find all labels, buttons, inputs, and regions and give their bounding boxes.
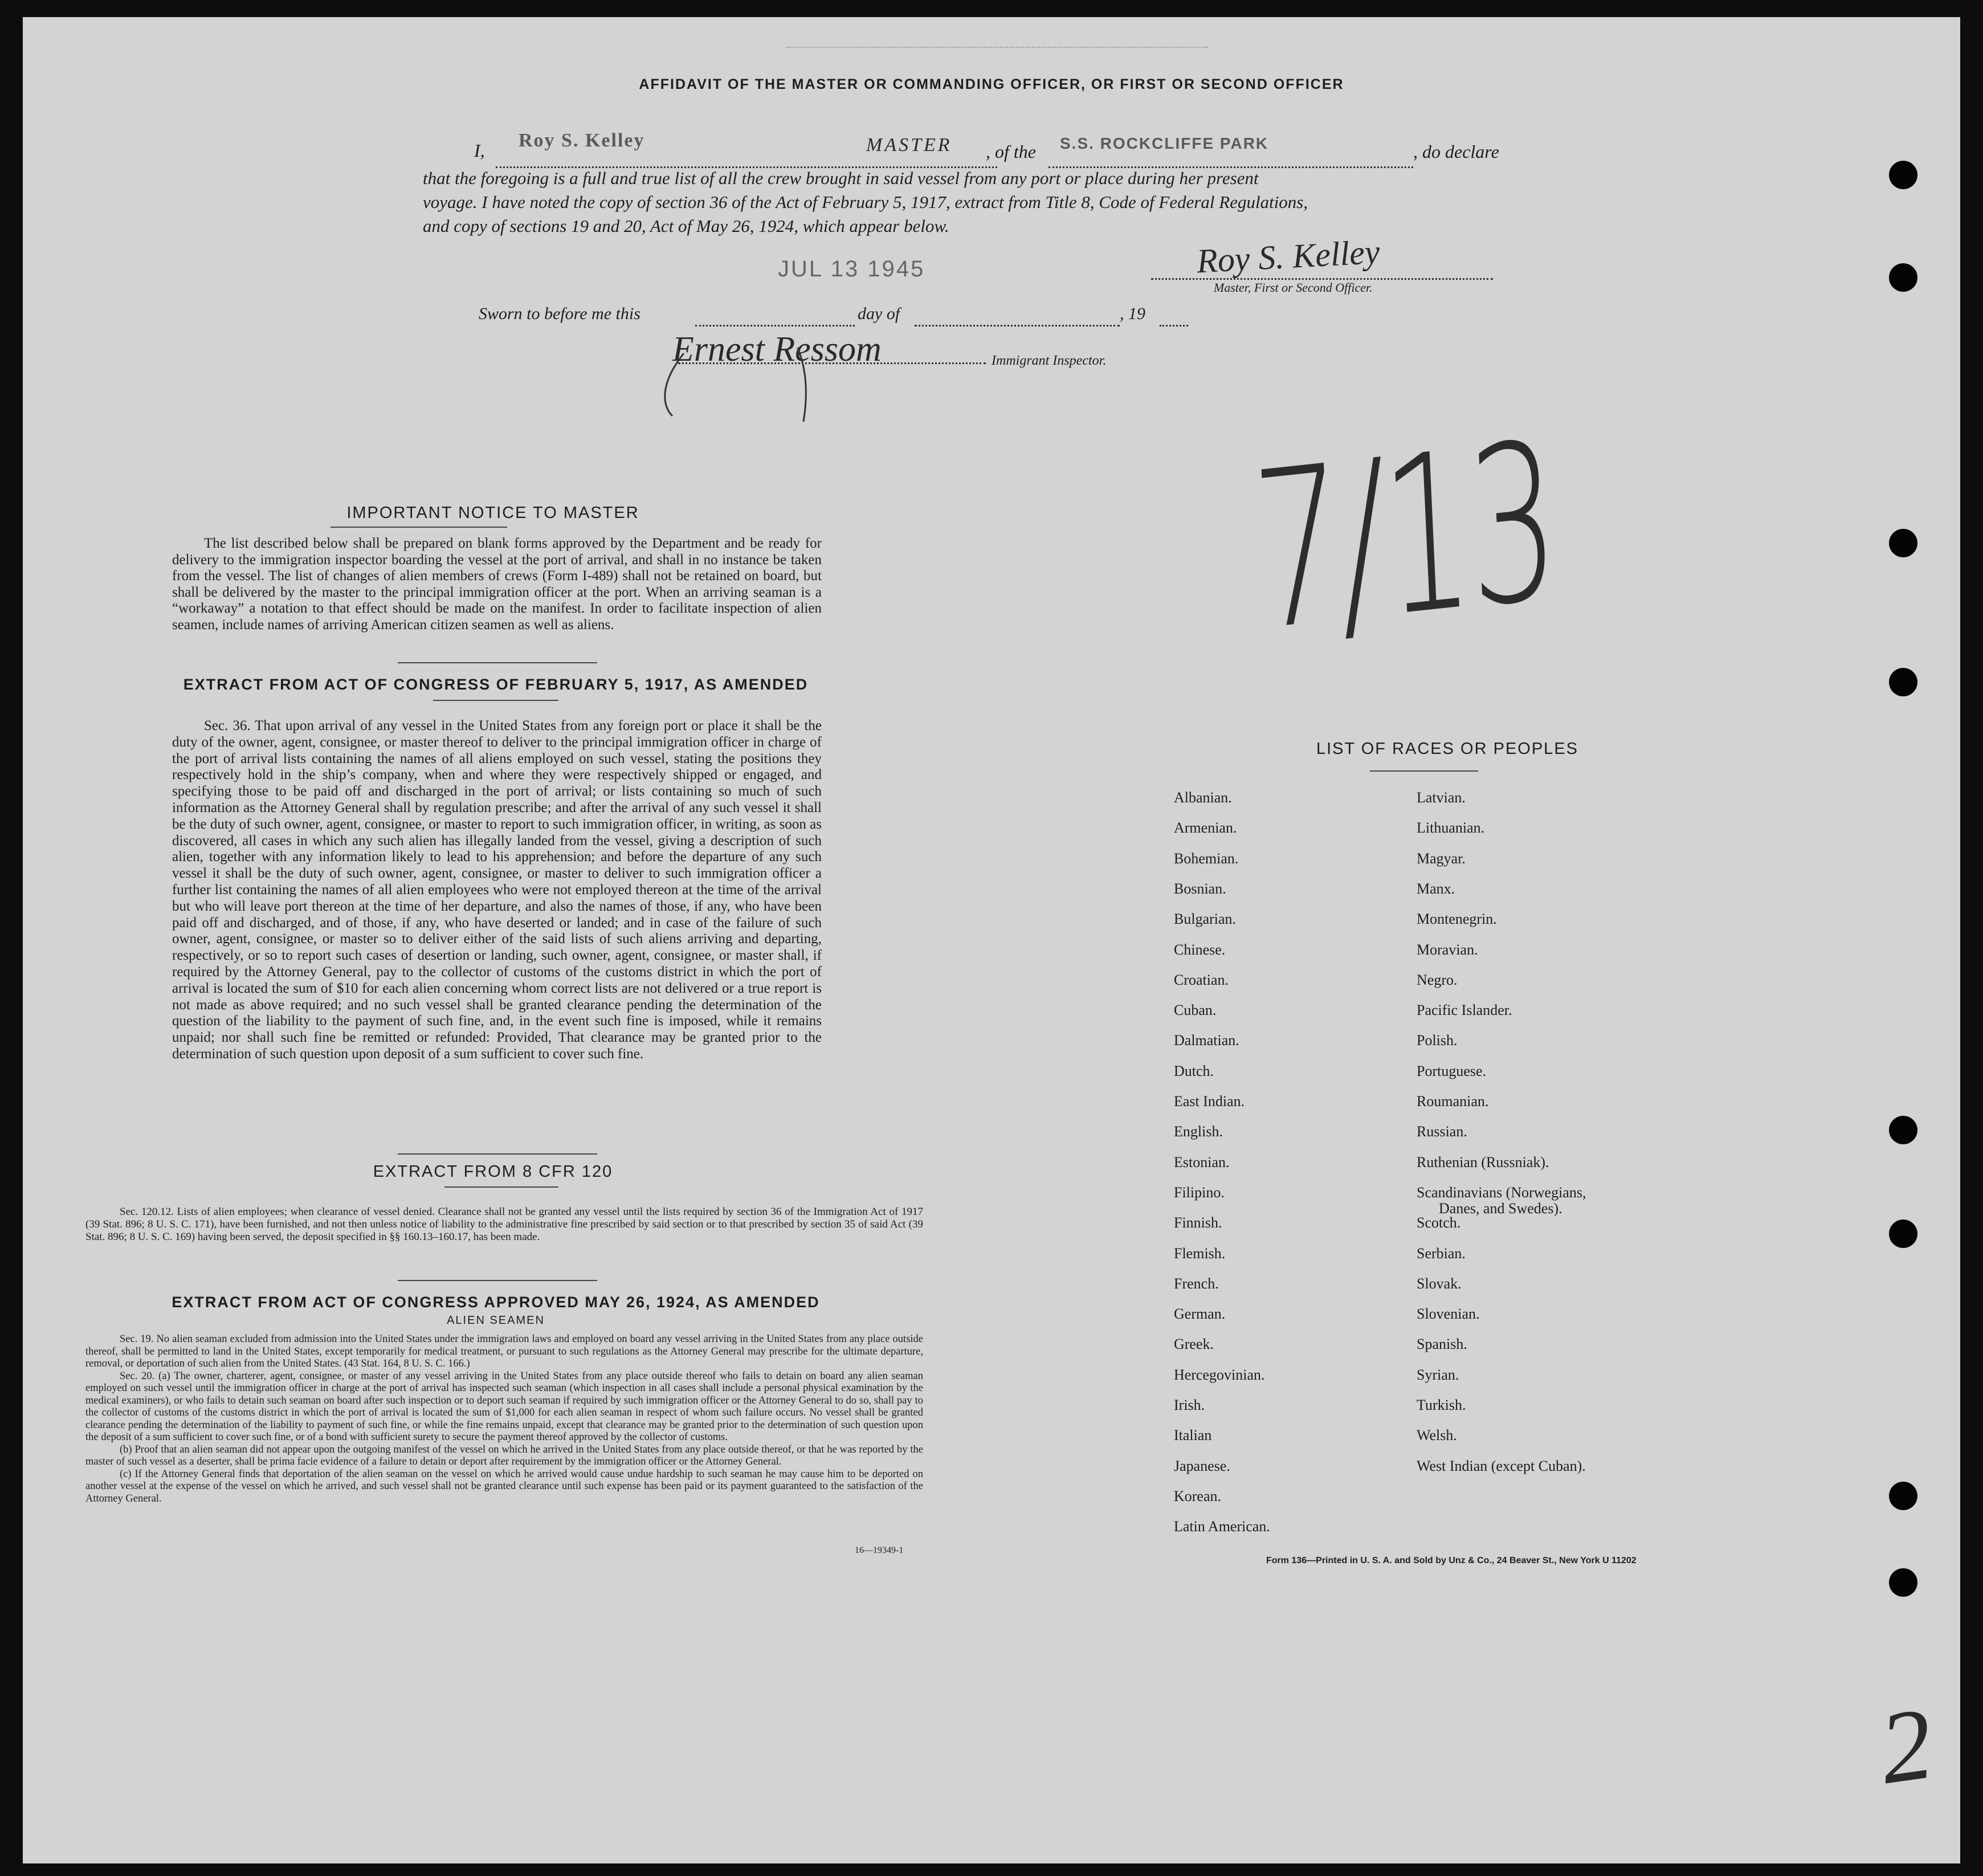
important-notice-title: IMPORTANT NOTICE TO MASTER xyxy=(346,504,639,522)
race-item: East Indian. xyxy=(1174,1093,1245,1110)
race-item: Serbian. xyxy=(1417,1245,1466,1262)
handwritten-number: 7/13 xyxy=(1248,395,1560,679)
form-code: 16—19349-1 xyxy=(855,1545,904,1555)
punch-hole xyxy=(1889,668,1917,696)
race-item: Montenegrin. xyxy=(1417,911,1497,928)
race-item: Chinese. xyxy=(1174,941,1226,958)
race-item: Scotch. xyxy=(1417,1214,1461,1231)
race-item: Welsh. xyxy=(1417,1427,1457,1444)
extract-1924-subtitle: ALIEN SEAMEN xyxy=(447,1314,545,1327)
race-item: Slovak. xyxy=(1417,1275,1462,1292)
sec-19-text: Sec. 19. No alien seaman excluded from admission into the United States under the immigration laws and employed on board any vessel arriving in the United States from any place outside thereof, shall be permitted to land in the United States, except temporarily for medical treatment, or pursuant to such regulations as the Attorney General may prescribe for the ultimate departure, removal, or deportation of such alien from the United States. (43 Stat. 164, 8 U. S. C. 166.) xyxy=(85,1333,923,1369)
sworn-year-line xyxy=(1160,325,1188,327)
race-item: Greek. xyxy=(1174,1336,1214,1353)
race-item: Hercegovinian. xyxy=(1174,1366,1265,1383)
race-item: English. xyxy=(1174,1123,1223,1140)
extract-1924-title: EXTRACT FROM ACT OF CONGRESS APPROVED MAY 26, 1924, AS AMENDED xyxy=(172,1294,820,1311)
race-item: Estonian. xyxy=(1174,1153,1230,1171)
race-item: Negro. xyxy=(1417,971,1458,988)
race-item: Albanian. xyxy=(1174,789,1232,806)
race-item: Turkish. xyxy=(1417,1397,1466,1413)
sworn-label: Sworn to before me this xyxy=(479,304,640,323)
race-item: West Indian (except Cuban). xyxy=(1417,1457,1586,1474)
corner-handwritten-mark: 2 xyxy=(1872,1686,1940,1806)
notice-separator xyxy=(398,662,597,663)
race-item: Dutch. xyxy=(1174,1062,1214,1079)
master-name-stamp: Roy S. Kelley xyxy=(519,130,645,151)
officer-caption: Master, First or Second Officer. xyxy=(1214,280,1373,295)
i-label: I, xyxy=(474,140,485,161)
race-item: Polish. xyxy=(1417,1032,1458,1049)
race-item: Slovenian. xyxy=(1417,1306,1480,1323)
race-item: Japanese. xyxy=(1174,1457,1230,1474)
master-signature: Roy S. Kelley xyxy=(1195,233,1381,280)
faint-header-marks xyxy=(786,42,1208,48)
punch-hole xyxy=(1889,1482,1917,1510)
year-label: , 19 xyxy=(1120,304,1145,323)
race-item: Finnish. xyxy=(1174,1214,1222,1231)
extract-1917-separator xyxy=(398,1153,597,1155)
form-footer: Form 136—Printed in U. S. A. and Sold by Unz & Co., 24 Beaver St., New York U 11202 xyxy=(1266,1556,1637,1565)
sec-20b-text: (b) Proof that an alien seaman did not appear upon the outgoing manifest of the vessel on which he arrived in the United States from any place outside thereof, or that he was reported by the master of such vessel as a deserter, shall be prima facie evidence of a failure to detain or deport after requirement by the immigration officer or the Attorney General. xyxy=(85,1443,923,1467)
race-item: Danes, and Swedes). xyxy=(1439,1200,1562,1217)
affidavit-title: AFFIDAVIT OF THE MASTER OR COMMANDING OFFICER, OR FIRST OR SECOND OFFICER xyxy=(639,76,1344,92)
extract-cfr-body: Sec. 120.12. Lists of alien employees; when clearance of vessel denied. Clearance shall not be granted any vessel until the lists required by section 36 of the Immigration Act of 1917 (39 Stat. 896; 8 U. S. C. 171), have been furnished, and not then unless notice of liability to the administrative fine prescribed by said section or to that prescribed by section 35 of said Act (39 Stat. 896; 8 U. S. C. 169) having been served, the deposit specified in §§ 160.13–160.17, has been made. xyxy=(85,1206,923,1243)
race-item: German. xyxy=(1174,1306,1226,1323)
punch-hole xyxy=(1889,529,1917,557)
race-item: Magyar. xyxy=(1417,850,1466,867)
race-item: Italian xyxy=(1174,1427,1212,1444)
punch-hole xyxy=(1889,263,1917,292)
affidavit-line-3: voyage. I have noted the copy of section 36 of the Act of February 5, 1917, extract from Title 8, Code of Federal Regulations, xyxy=(423,192,1308,212)
race-item: Flemish. xyxy=(1174,1245,1226,1262)
race-item: Latvian. xyxy=(1417,789,1466,806)
race-item: Roumanian. xyxy=(1417,1093,1489,1110)
document-page xyxy=(23,17,1960,1863)
race-item: Scandinavians (Norwegians, xyxy=(1417,1184,1586,1201)
race-item: Lithuanian. xyxy=(1417,819,1485,837)
race-item: Irish. xyxy=(1174,1397,1205,1413)
race-item: Cuban. xyxy=(1174,1002,1217,1019)
race-item: Latin American. xyxy=(1174,1518,1270,1535)
important-notice-body: The list described below shall be prepared on blank forms approved by the Department and be ready for delivery to the immigration inspector boarding the vessel at the port of arrival, and shall in no instance be taken from the vessel. The list of changes of alien members of crews (Form I-489) shall not be retained on board, but shall be delivered by the master to the principal immigration officer at the port. When an arriving seaman is a “workaway” a notation to that effect should be made on the manifest. In order to facilitate inspection of alien seamen, include names of arriving American citizen seamen as well as aliens. xyxy=(172,536,822,633)
punch-hole xyxy=(1889,1220,1917,1248)
extract-cfr-rule xyxy=(444,1186,558,1188)
race-item: French. xyxy=(1174,1275,1219,1292)
punch-hole xyxy=(1889,1568,1917,1597)
sworn-day-line xyxy=(695,325,855,327)
race-item: Pacific Islander. xyxy=(1417,1002,1512,1019)
inspector-label: Immigrant Inspector. xyxy=(992,353,1107,368)
race-item: Bosnian. xyxy=(1174,880,1226,897)
affidavit-line-2: that the foregoing is a full and true list of all the crew brought in said vessel from any port or place during her present xyxy=(423,168,1259,188)
inspector-dotted-line xyxy=(678,362,986,364)
sec-20a-text: Sec. 20. (a) The owner, charterer, agent, consignee, or master of any vessel arriving in the United States from any place outside thereof who fails to detain on board any alien seaman employed on such vessel until the immigration officer in charge at the port of arrival has inspected such seaman (which inspection in all cases shall include a personal physical examination by the medical examiners), or who fails to detain such seaman on board after such inspection or to deport such seaman if required by such immigration officer or the Attorney General to do so, shall pay to the collector of customs of the customs district in which the port of arrival is located the sum of $1,000 for each alien seaman in respect of whom such failure occurs. No vessel shall be granted clearance pending the determination of the liability to payment of such fine, or while the fine remains unpaid, except that clearance may be granted prior to the determination of such question upon the deposit of a sum sufficient to cover such fine, or of a bond with sufficient surety to secure the payment thereof approved by the collector of customs. xyxy=(85,1370,923,1443)
extract-1917-title: EXTRACT FROM ACT OF CONGRESS OF FEBRUARY 5, 1917, AS AMENDED xyxy=(183,676,809,693)
race-item: Bulgarian. xyxy=(1174,911,1237,928)
races-title-rule xyxy=(1370,770,1478,772)
date-stamp: JUL 13 1945 xyxy=(778,256,925,282)
race-item: Filipino. xyxy=(1174,1184,1225,1201)
race-item: Manx. xyxy=(1417,880,1455,897)
race-item: Bohemian. xyxy=(1174,850,1239,867)
race-item: Spanish. xyxy=(1417,1336,1467,1353)
race-item: Portuguese. xyxy=(1417,1062,1487,1079)
rank-handwritten: MASTER xyxy=(866,134,952,156)
race-item: Armenian. xyxy=(1174,819,1237,837)
race-item: Korean. xyxy=(1174,1487,1222,1504)
day-of-label: day of xyxy=(858,304,900,323)
affidavit-line-4: and copy of sections 19 and 20, Act of May 26, 1924, which appear below. xyxy=(423,216,949,236)
punch-hole xyxy=(1889,161,1917,189)
races-title: LIST OF RACES OR PEOPLES xyxy=(1316,740,1579,758)
notice-title-rule xyxy=(330,527,507,528)
sworn-month-line xyxy=(915,325,1120,327)
do-declare-label: , do declare xyxy=(1413,141,1499,162)
vessel-name-stamp: S.S. ROCKCLIFFE PARK xyxy=(1060,134,1269,152)
race-item: Moravian. xyxy=(1417,941,1478,958)
signature-dotted-line xyxy=(1151,278,1493,280)
extract-1917-body: Sec. 36. That upon arrival of any vessel in the United States from any foreign port or place it shall be the duty of the owner, agent, consignee, or master thereof to deliver to the principal immigration officer in charge of the port of arrival lists containing the names of all aliens employed on such vessel, stating the positions they respectively hold in the ship’s company, when and where they were respectively shipped or engaged, and specifying those to be paid off and discharged in the port of arrival; or lists containing so much of such information as the Attorney General shall by regulation prescribe; and after the arrival of any such vessel it shall be the duty of such owner, agent, consignee, or master to report to such immigration officer, in writing, as soon as discovered, all cases in which any such alien has illegally landed from the vessel, giving a description of such alien, together with any information likely to lead to his apprehension; and before the departure of any such vessel it shall be the duty of such owner, agent, consignee, or master to deliver to such immigration officer a further list containing the names of all alien employees who were not employed thereon at the time of the arrival but who will leave port thereon at the time of her departure, and also the names of those, if any, who have been paid off and discharged, and of those, if any, who have deserted or landed; and in case of the failure of such owner, agent, consignee, or master so to deliver either of the said lists of such aliens arriving and departing, respectively, or so to report such cases of desertion or landing, such owner, agent, consignee, or master shall, if required by the Attorney General, pay to the collector of customs of the customs district in which the port of arrival is located the sum of $10 for each alien concerning whom correct lists are not delivered or a true report is not made as above required; and no such vessel shall be granted clearance pending the determination of the question of the liability to the payment of such fine, and, in the event such fine is imposed, while it remains unpaid; nor shall such fine be remitted or refunded: Provided, That clearance may be granted prior to the determination of such question upon deposit of a sum sufficient to cover such fine. xyxy=(172,718,822,1062)
race-item: Ruthenian (Russniak). xyxy=(1417,1153,1549,1171)
race-item: Croatian. xyxy=(1174,971,1229,988)
punch-hole xyxy=(1889,1116,1917,1144)
race-item: Russian. xyxy=(1417,1123,1467,1140)
inspector-signature: Ernest Ressom xyxy=(672,330,882,369)
of-the-label: , of the xyxy=(986,141,1036,162)
extract-cfr-title: EXTRACT FROM 8 CFR 120 xyxy=(373,1163,613,1181)
race-item: Syrian. xyxy=(1417,1366,1459,1383)
race-item: Dalmatian. xyxy=(1174,1032,1239,1049)
extract-cfr-separator xyxy=(398,1280,597,1281)
extract-1917-rule xyxy=(433,700,558,701)
sec-20c-text: (c) If the Attorney General finds that deportation of the alien seaman on the vessel on which he arrived would cause undue hardship to such seaman he may cause him to be deported on another vessel at the expense of the vessel on which he arrived, and such vessel shall not be granted clearance until such expense has been paid or its payment guaranteed to the satisfaction of the Attorney General. xyxy=(85,1468,923,1504)
signature-flourish xyxy=(650,336,832,427)
